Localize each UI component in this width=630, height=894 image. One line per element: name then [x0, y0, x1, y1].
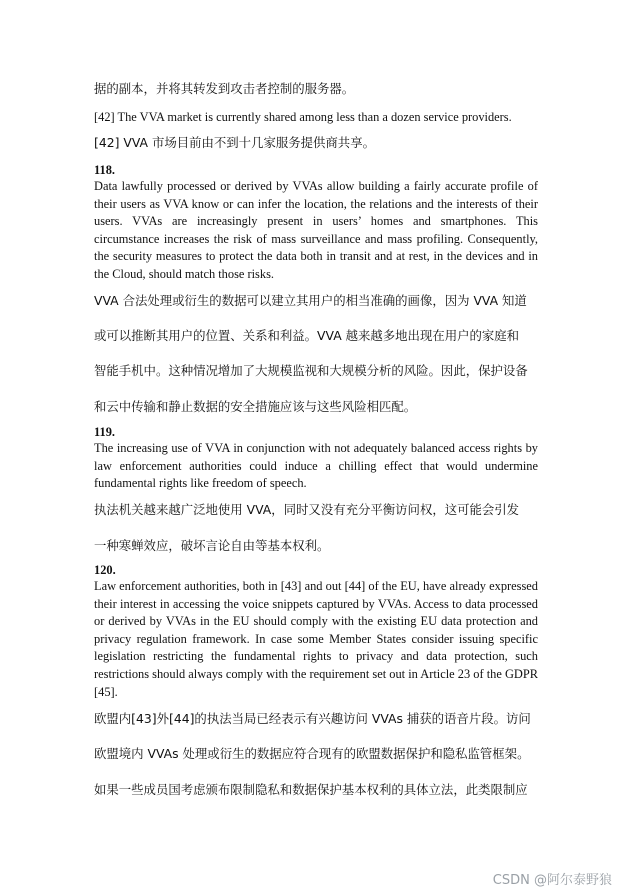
paragraph-119-en: The increasing use of VVA in conjunction with not adequately balanced access rights by law enforcement authorities could induce a chilling effect that would undermine fundamental rights like freedom of speech.: [94, 441, 538, 491]
paragraph-118-zh-line-2: 或可以推断其用户的位置、关系和利益。VVA 越来越多地出现在用户的家庭和: [94, 328, 520, 343]
paragraph-118-zh-line-4: 和云中传输和静止数据的安全措施应该与这些风险相匹配。: [94, 399, 417, 414]
paragraph-118-zh-line-3: 智能手机中。这种情况增加了大规模监视和大规模分析的风险。因此，保护设备: [94, 363, 528, 378]
paragraph-119-number: 119.: [94, 425, 115, 439]
intro-zh-line: 据的副本，并将其转发到攻击者控制的服务器。: [94, 81, 355, 96]
footnote-42-en: [42] The VVA market is currently shared among less than a dozen service providers.: [94, 110, 512, 124]
paragraph-119-zh-line-1: 执法机关越来越广泛地使用 VVA，同时又没有充分平衡访问权，这可能会引发: [94, 502, 520, 517]
paragraph-120-en: Law enforcement authorities, both in [43] and out [44] of the EU, have already expressed their interest in accessing the voice snippets captured by VVAs. Access to data processed or derived by VVAs in the EU should comply with the existing EU data protection and privacy regulation framework. In case some Member States consider issuing specific legislation restricting the fundamental rights to privacy and data protection, such restrictions should always comply with the requirement set out in Article 23 of the GDPR [45].: [94, 579, 538, 699]
paragraph-120-zh-line-1: 欧盟内[43]外[44]的执法当局已经表示有兴趣访问 VVAs 捕获的语音片段。访问: [94, 711, 531, 726]
paragraph-118-en: Data lawfully processed or derived by VVAs allow building a fairly accurate profile of their users as VVA know or can infer the location, the relations and the interests of their users. VVAs are increasingly present in users’ homes and smartphones. This circumstance increases the risk of mass surveillance and mass profiling. Consequently, the security measures to protect the data both in transit and at rest, in the devices and in the Cloud, should match those risks.: [94, 179, 538, 281]
paragraph-120-zh-line-3: 如果一些成员国考虑颁布限制隐私和数据保护基本权利的具体立法，此类限制应: [94, 782, 528, 797]
paragraph-119-zh-line-2: 一种寒蝉效应，破坏言论自由等基本权利。: [94, 538, 330, 553]
footnote-42-zh: [42] VVA 市场目前由不到十几家服务提供商共享。: [94, 135, 375, 150]
paragraph-118-number: 118.: [94, 163, 115, 177]
paragraph-118-zh-line-1: VVA 合法处理或衍生的数据可以建立其用户的相当准确的画像，因为 VVA 知道: [94, 293, 527, 308]
paragraph-120-number: 120.: [94, 563, 116, 577]
watermark-text: CSDN @阿尔泰野狼: [492, 873, 612, 888]
paragraph-120-zh-line-2: 欧盟境内 VVAs 处理或衍生的数据应符合现有的欧盟数据保护和隐私监管框架。: [94, 746, 530, 761]
